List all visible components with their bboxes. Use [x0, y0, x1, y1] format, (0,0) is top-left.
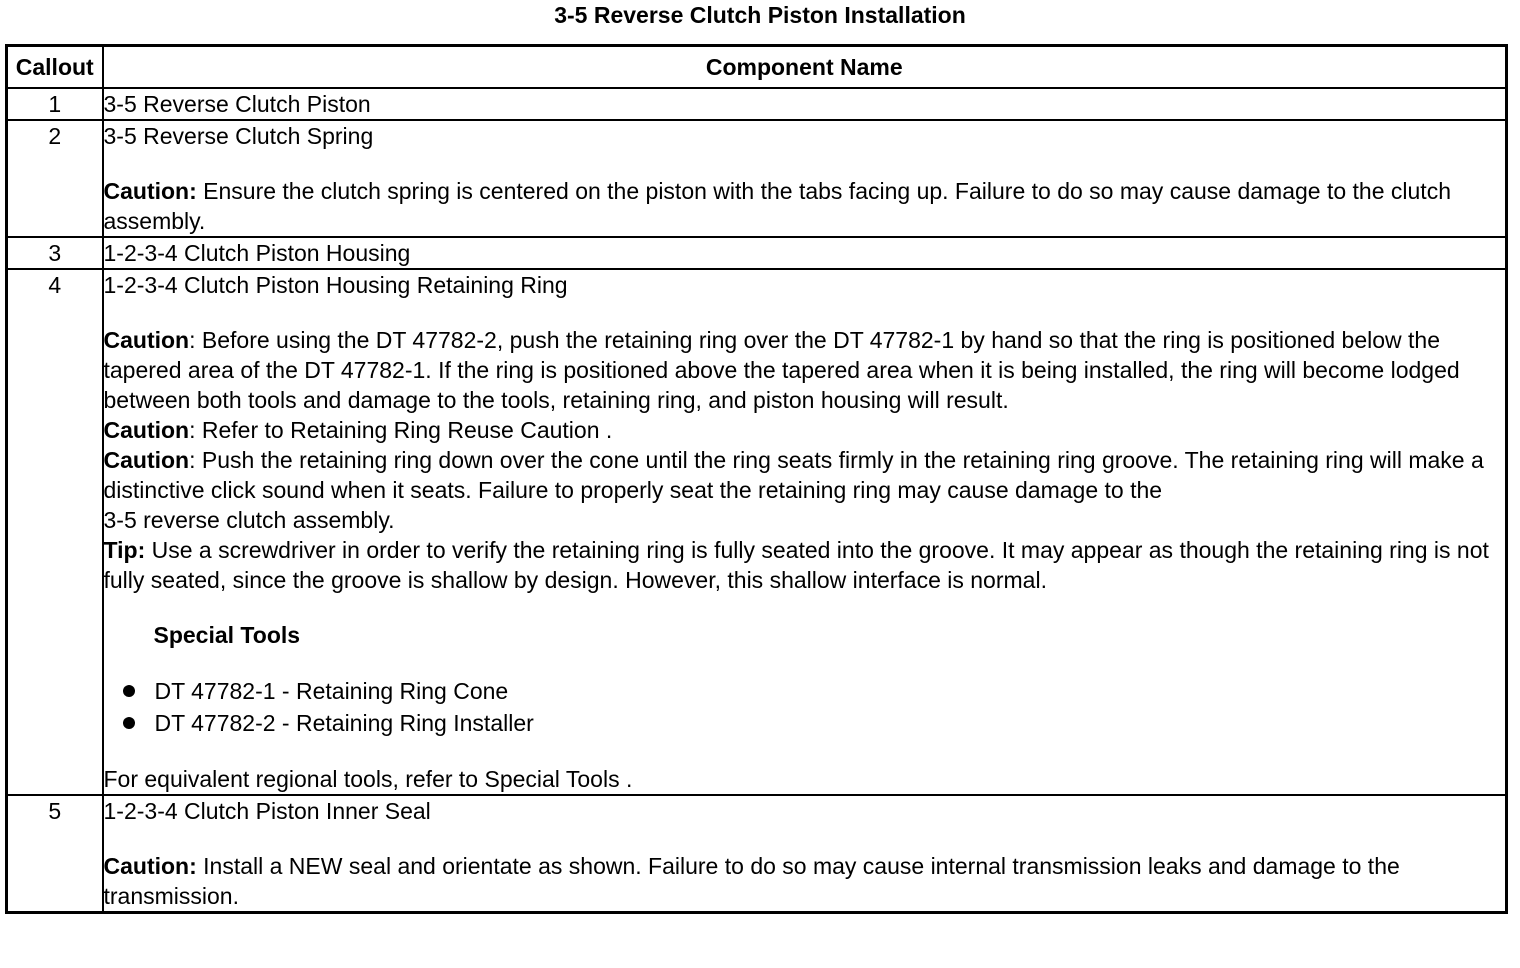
bullet-icon	[123, 685, 135, 697]
component-name-column-header: Component Name	[103, 46, 1507, 89]
page-title: 3-5 Reverse Clutch Piston Installation	[554, 2, 966, 28]
special-tools-list	[104, 675, 1506, 739]
tip-text: Use a screwdriver in order to verify the retaining ring is fully seated into the groove. It may appear as though the retaining ring is not fully seated, since the groove is shallow by design. However, this shallow interface is normal.	[103, 537, 1489, 593]
special-tool-item: DT 47782-1 - Retaining Ring Cone	[154, 678, 509, 704]
caution-label: Caution	[103, 447, 190, 473]
table-row	[7, 269, 1507, 795]
caution-note	[104, 415, 1506, 445]
caution-label: Caution:	[103, 178, 197, 204]
caution-label: Caution	[103, 417, 190, 443]
table-row	[7, 88, 1507, 120]
component-name: 1-2-3-4 Clutch Piston Housing Retaining Ring	[103, 272, 568, 298]
caution-text: Install a NEW seal and orientate as shown. Failure to do so may cause internal transmission leaks and damage to the transmission.	[103, 853, 1400, 909]
callout-number: 3	[7, 237, 103, 269]
caution-text: : Before using the DT 47782-2, push the retaining ring over the DT 47782-1 by hand so that the ring is positioned below the tapered area of the DT 47782-1. If the ring is positioned above the tapered area when it is being installed, the ring will become lodged between both tools and damage to the tools, retaining ring, and piston housing will result.	[103, 327, 1460, 413]
caution-text: : Refer to Retaining Ring Reuse Caution .	[189, 417, 613, 443]
callout-number: 5	[7, 795, 103, 913]
caution-text: Ensure the clutch spring is centered on the piston with the tabs facing up. Failure to do so may cause damage to the clutch assembly.	[103, 178, 1451, 234]
caution-note	[104, 445, 1506, 505]
callout-number: 1	[7, 88, 103, 120]
component-cell	[103, 237, 1507, 269]
component-cell	[103, 269, 1507, 795]
tip-note	[104, 535, 1506, 595]
component-name: 1-2-3-4 Clutch Piston Inner Seal	[103, 798, 431, 824]
table-row	[7, 795, 1507, 913]
table-header-row	[7, 46, 1507, 89]
caution-text: 3-5 reverse clutch assembly.	[103, 507, 395, 533]
list-item	[104, 707, 1506, 739]
list-item	[104, 675, 1506, 707]
caution-note	[104, 851, 1506, 911]
caution-label: Caution:	[103, 853, 197, 879]
callout-number: 2	[7, 120, 103, 237]
callout-column-header: Callout	[7, 46, 103, 89]
caution-continuation	[104, 505, 1506, 535]
caution-note	[104, 176, 1506, 236]
caution-note	[104, 325, 1506, 415]
special-tools-heading: Special Tools	[153, 622, 301, 648]
caution-text: : Push the retaining ring down over the cone until the ring seats firmly in the retaining ring groove. The retaining ring will make a distinctive click sound when it seats. Failure to properly seat the retaining ring may cause damage to the	[103, 447, 1484, 503]
bullet-icon	[123, 717, 135, 729]
component-name: 3-5 Reverse Clutch Spring	[103, 123, 374, 149]
component-cell	[103, 88, 1507, 120]
component-name: 3-5 Reverse Clutch Piston	[103, 91, 371, 117]
component-cell	[103, 120, 1507, 237]
component-table	[5, 44, 1508, 914]
table-row	[7, 120, 1507, 237]
special-tool-item: DT 47782-2 - Retaining Ring Installer	[154, 710, 534, 736]
component-cell	[103, 795, 1507, 913]
component-name: 1-2-3-4 Clutch Piston Housing	[103, 240, 411, 266]
callout-number: 4	[7, 269, 103, 795]
table-row	[7, 237, 1507, 269]
footer-note: For equivalent regional tools, refer to Special Tools .	[103, 766, 633, 792]
tip-label: Tip:	[103, 537, 146, 563]
caution-label: Caution	[103, 327, 190, 353]
